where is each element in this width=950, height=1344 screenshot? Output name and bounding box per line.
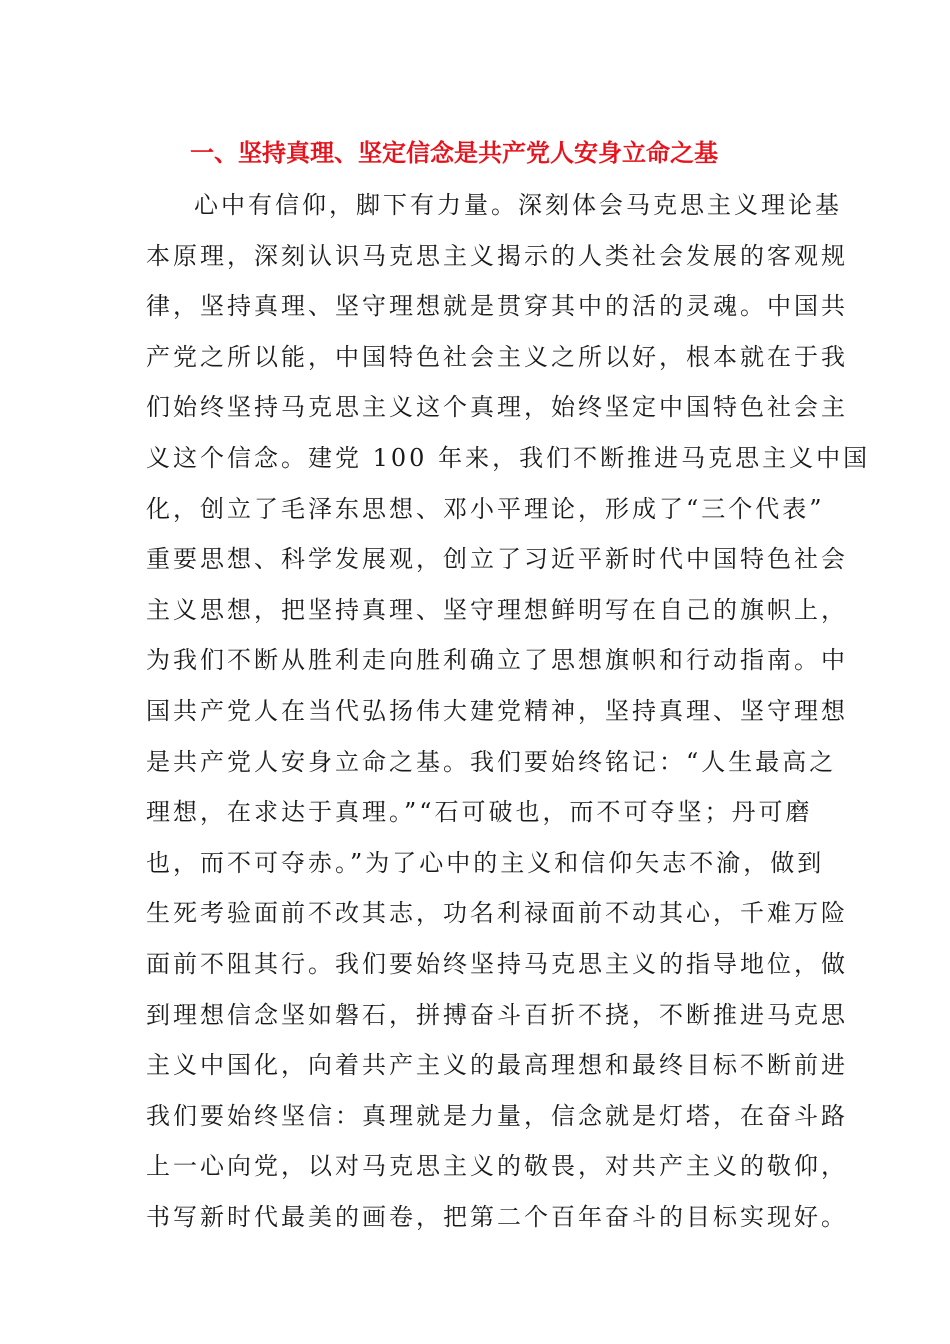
body-paragraph [146,180,871,1242]
paragraph-line: 生死考验面前不改其志，功名利禄面前不动其心，千难万险 [146,899,848,928]
paragraph-line: 重要思想、科学发展观，创立了习近平新时代中国特色社会 [146,545,848,574]
paragraph-line: 到理想信念坚如磐石，拼搏奋斗百折不挠，不断推进马克思 [146,1000,848,1029]
paragraph-line: 们始终坚持马克思主义这个真理，始终坚定中国特色社会主 [146,393,848,422]
paragraph-line: 化，创立了毛泽东思想、邓小平理论，形成了“三个代表” [146,494,825,523]
paragraph-line: 产党之所以能，中国特色社会主义之所以好，根本就在于我 [146,342,848,371]
paragraph-line: 也，而不可夺赤。”为了心中的主义和信仰矢志不渝，做到 [146,848,825,877]
paragraph-line: 为我们不断从胜利走向胜利确立了思想旗帜和行动指南。中 [146,646,848,675]
paragraph-line: 我们要始终坚信：真理就是力量，信念就是灯塔，在奋斗路 [146,1101,848,1130]
paragraph-line: 是共产党人安身立命之基。我们要始终铭记：“人生最高之 [146,747,837,776]
paragraph-line: 上一心向党，以对马克思主义的敬畏，对共产主义的敬仰， [146,1152,848,1181]
paragraph-line: 本原理，深刻认识马克思主义揭示的人类社会发展的客观规 [146,241,848,270]
paragraph-line: 心中有信仰，脚下有力量。深刻体会马克思主义理论基 [194,191,842,219]
paragraph-line: 国共产党人在当代弘扬伟大建党精神，坚持真理、坚守理想 [146,696,848,725]
paragraph-line: 律，坚持真理、坚守理想就是贯穿其中的活的灵魂。中国共 [146,292,848,321]
paragraph-line: 理想，在求达于真理。”“石可破也，而不可夺坚；丹可磨 [146,798,813,827]
paragraph-line: 面前不阻其行。我们要始终坚持马克思主义的指导地位，做 [146,949,848,978]
paragraph-line: 主义中国化，向着共产主义的最高理想和最终目标不断前进 [146,1051,848,1080]
paragraph-line: 书写新时代最美的画卷，把第二个百年奋斗的目标实现好。 [146,1202,848,1231]
section-heading: 一、坚持真理、坚定信念是共产党人安身立命之基 [190,139,718,167]
paragraph-line: 主义思想，把坚持真理、坚守理想鲜明写在自己的旗帜上， [146,595,848,624]
paragraph-line: 义这个信念。建党 100 年来，我们不断推进马克思主义中国 [146,443,871,472]
